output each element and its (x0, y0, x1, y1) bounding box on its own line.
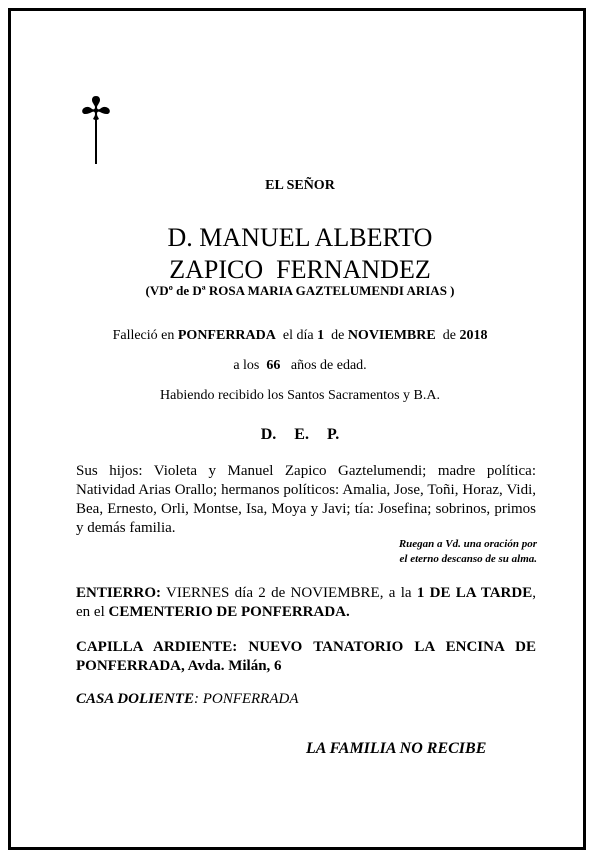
family-list: Sus hijos: Violeta y Manuel Zapico Gaztelumendi; madre política: Natividad Arias Orallo; hermanos políticos: Amalia, Jose, Toñi, Horaz, Vidi, Bea, Ernesto, Orli, Montse, Isa, Moya y Javi; tía: Josefina; sobrinos, primos y demás familia. (76, 463, 536, 536)
deceased-name-line1: D. MANUEL ALBERTO (167, 223, 433, 252)
chapel-info: CAPILLA ARDIENTE: NUEVO TANATORIO LA ENCINA DE PONFERRADA, Avda. Milán, 6 (76, 639, 537, 674)
deceased-name-line2: ZAPICO FERNANDEZ (169, 255, 431, 284)
age-info: a los 66 años de edad. (233, 358, 367, 373)
death-info: Falleció en PONFERRADA el día 1 de NOVIEMBRE de 2018 (112, 328, 488, 343)
burial-info: ENTIERRO: VIERNES día 2 de NOVIEMBRE, a la 1 DE LA TARDE, en el CEMENTERIO DE PONFERRADA. (76, 585, 536, 620)
no-reception-note: LA FAMILIA NO RECIBE (306, 740, 487, 757)
sacraments-note: Habiendo recibido los Santos Sacramentos y B.A. (160, 388, 440, 403)
dep-heading: D. E. P. (260, 426, 340, 443)
title-el-senor: EL SEÑOR (265, 178, 335, 193)
cross-icon (79, 94, 113, 166)
prayer-line-2: el eterno descanso de su alma. (399, 553, 537, 565)
mourning-house: CASA DOLIENTE: PONFERRADA (76, 691, 299, 707)
prayer-line-1: Ruegan a Vd. una oración por (398, 538, 537, 550)
prayer-request (317, 537, 537, 567)
widow-of-note: (VDº de Dª ROSA MARIA GAZTELUMENDI ARIAS ) (145, 283, 455, 298)
